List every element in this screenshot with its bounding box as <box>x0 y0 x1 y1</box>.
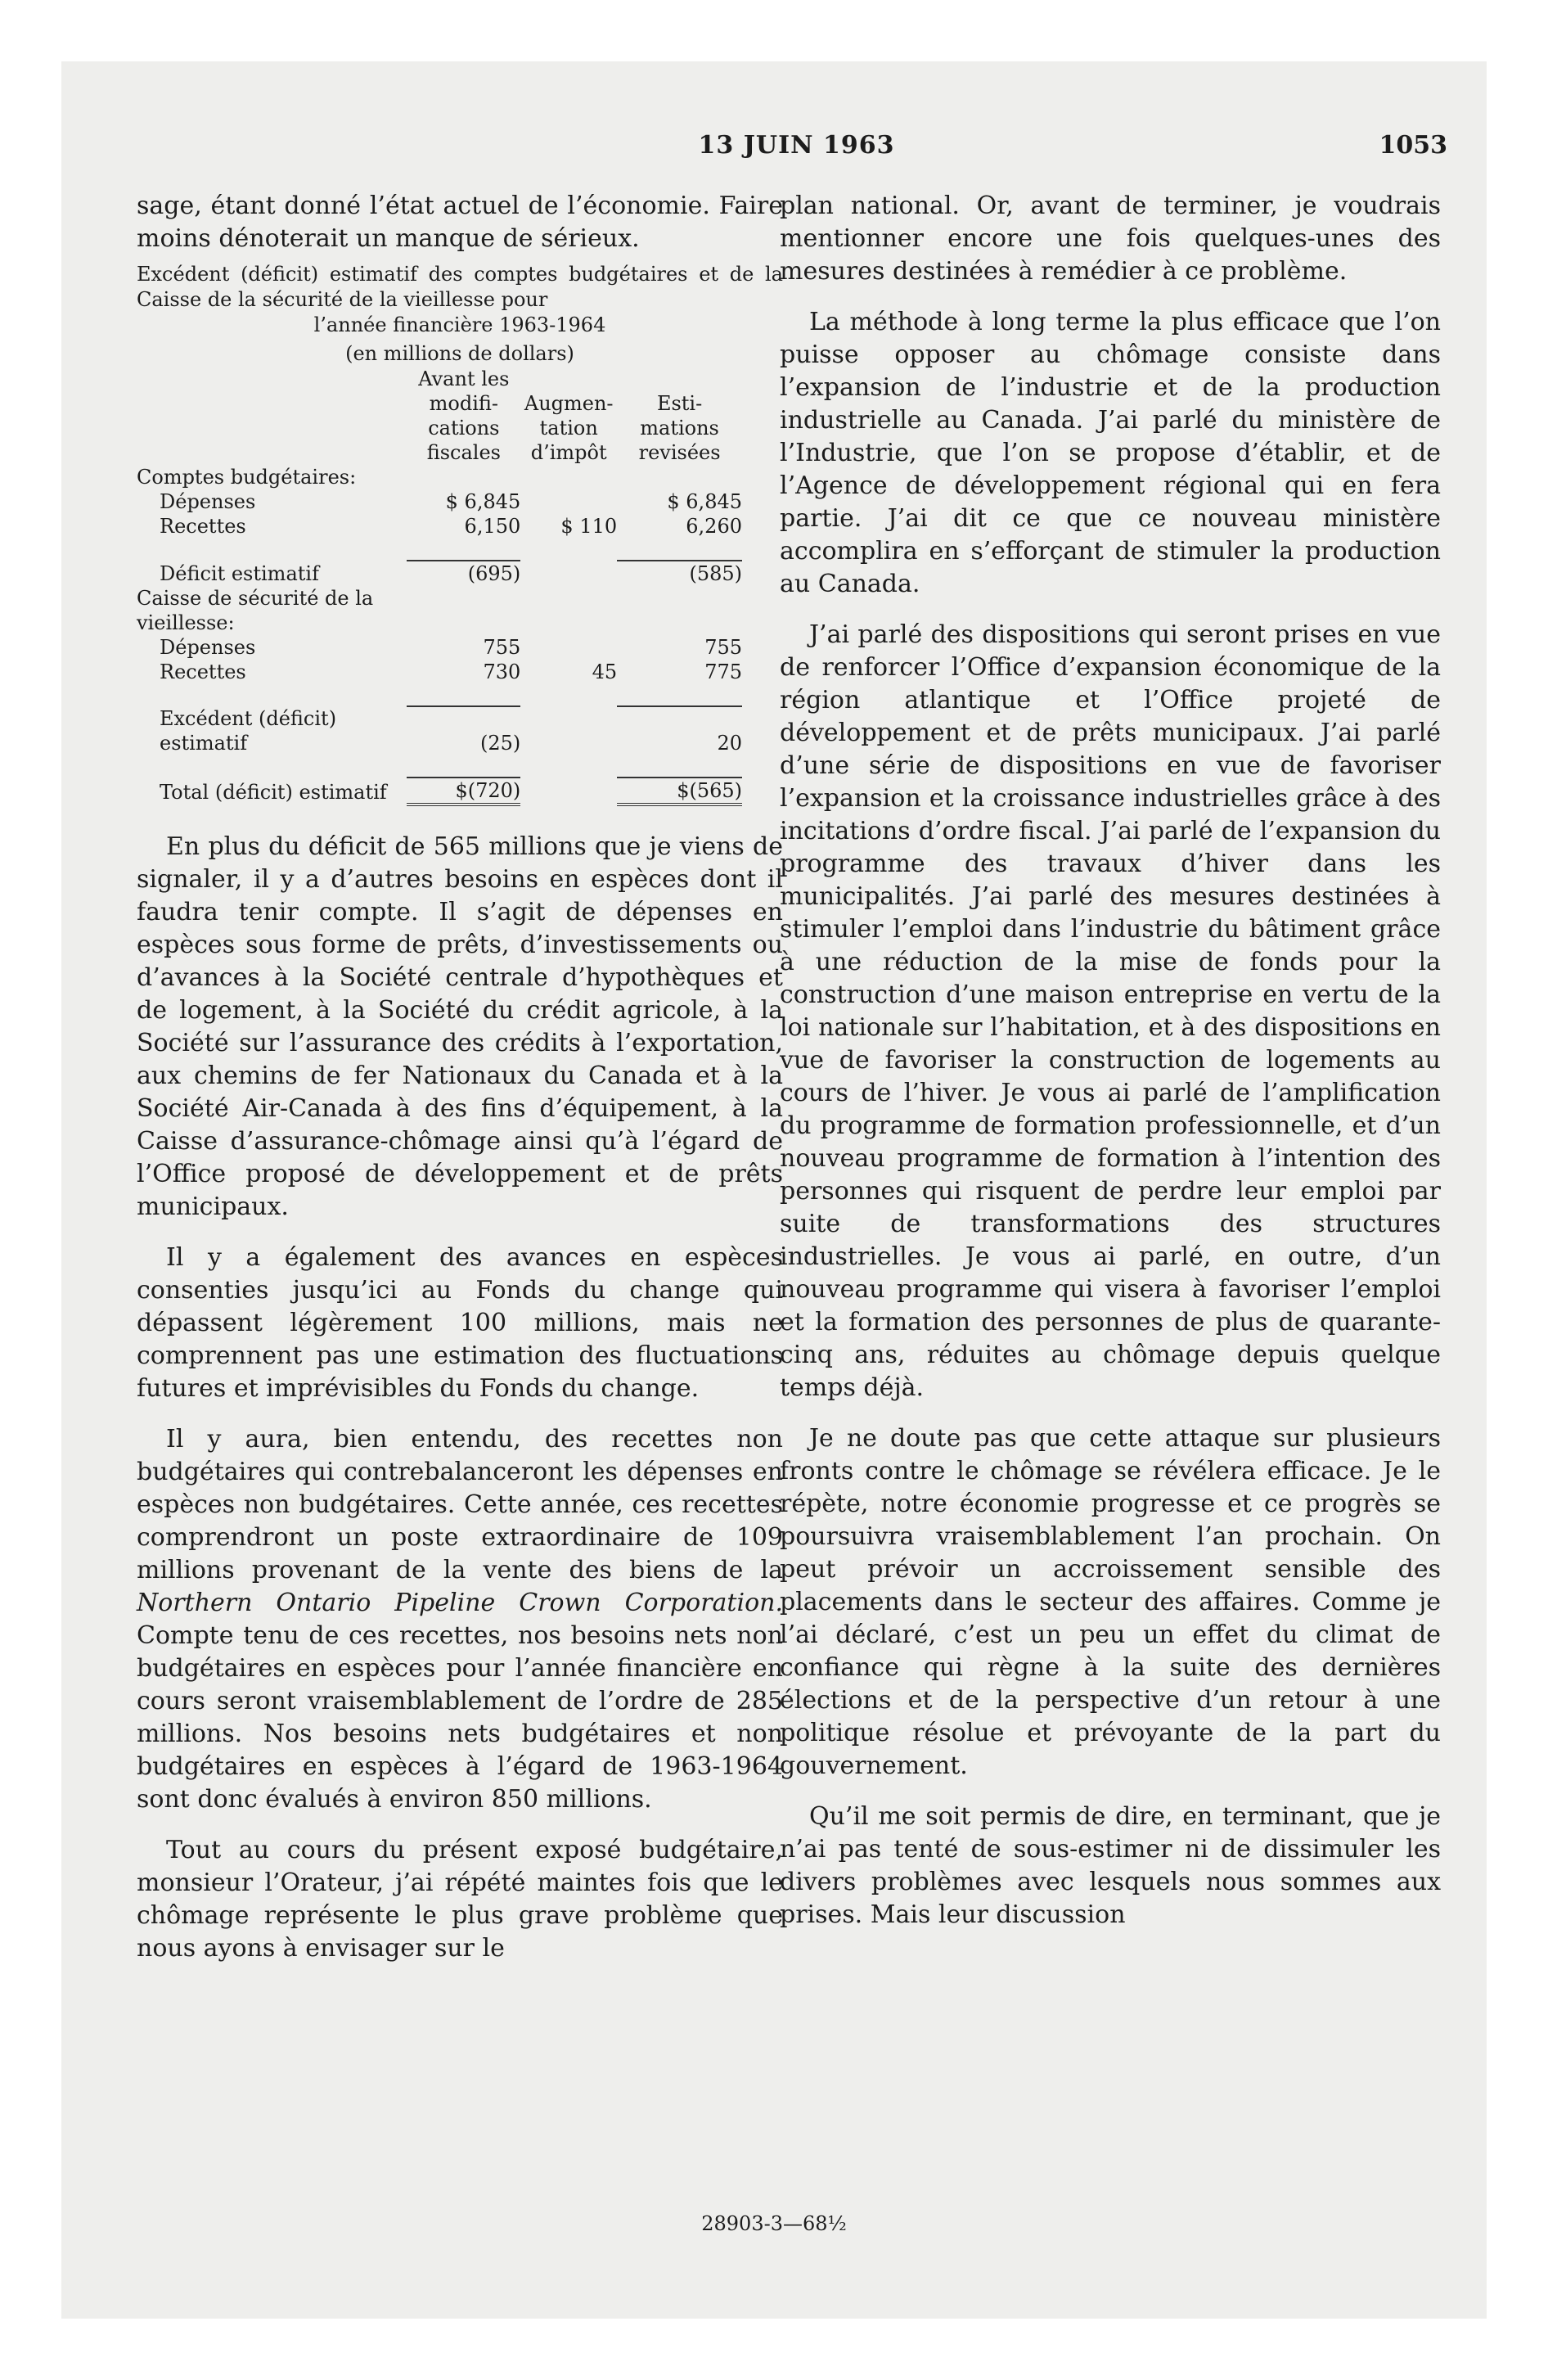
col-head-before: Avant les modifi- cations fiscales <box>418 367 510 464</box>
paragraph: Je ne doute pas que cette attaque sur plusieurs fronts contre le chômage se révélera efficace. Je le répète, notre économie progresse et ce progrès se poursuivra vraisemblablement l’an prochain. On peut prévoir un accroissement sensible des placements dans le secteur des affaires. Comme je l’ai déclaré, c’est un peu un effet du climat de confiance qui règne à la suite des dernières élections et de la perspective d’un retour à une politique résolue et prévoyante de la part du gouvernement. <box>780 1424 1441 1780</box>
table-row: Total (déficit) estimatif $(720) $(565) <box>160 779 742 804</box>
col-head-revised: Esti- mations revisées <box>638 392 721 464</box>
paragraph: Il y aura, bien entendu, des recettes non budgétaires qui contrebalanceront les dépenses en espèces non budgétaires. Cette année, ces recettes comprendront un poste extraordinaire de 109 millions provenant de la vente des biens de la Northern Ontario Pipeline Crown Corporation. Compte tenu de ces recettes, nos besoins nets non budgétaires en espèces pour l’année financière en cours seront vraisemblablement de l’ordre de 285 millions. Nos besoins nets budgétaires et non budgétaires en espèces à l’égard de 1963-1964 sont donc évalués à environ 850 millions. <box>137 1425 783 1814</box>
table-header-row <box>137 367 742 465</box>
italic-name: Northern Ontario Pipeline Crown Corporation. <box>137 1589 783 1617</box>
table-row: Caisse de sécurité de la vieillesse: <box>137 587 374 634</box>
table-title: Excédent (déficit) estimatif des comptes budgétaires et de la Caisse de la sécurité de la vieillesse pour l’année financière 1963-1964 <box>137 263 783 336</box>
page-header <box>106 131 1487 167</box>
page-number: 1053 <box>1379 131 1447 160</box>
table-row: Recettes 6,150 $ 110 6,260 <box>160 515 742 538</box>
table-units: (en millions de dollars) <box>345 342 574 365</box>
paragraph: Qu’il me soit permis de dire, en terminant, que je n’ai pas tenté de sous-estimer ni de dissimuler les divers problèmes avec lesquels nous sommes aux prises. Mais leur discussion <box>780 1802 1441 1929</box>
paragraph: La méthode à long terme la plus efficace que l’on puisse opposer au chômage consiste dans l’expansion de l’industrie et de la production industrielle au Canada. J’ai parlé du ministère de l’Industrie, que l’on se propose d’établir, et de l’Agence de développement régional qui en fera partie. J’ai dit ce que ce nouveau ministère accomplira en s’efforçant de stimuler la production au Canada. <box>780 308 1441 598</box>
table-row: Comptes budgétaires: <box>137 466 357 489</box>
table-row: Recettes 730 45 775 <box>160 660 742 683</box>
right-column <box>780 190 1441 1950</box>
paragraph: Tout au cours du présent exposé budgétaire, monsieur l’Orateur, j’ai répété maintes fois que le chômage représente le plus grave problème que nous ayons à envisager sur le <box>137 1836 783 1963</box>
paragraph: sage, étant donné l’état actuel de l’économie. Faire moins dénoterait un manque de sérieux. <box>137 192 783 253</box>
paragraph: J’ai parlé des dispositions qui seront prises en vue de renforcer l’Office d’expansion économique de la région atlantique et l’Office projeté de développement et de prêts municipaux. J’ai parlé d’une série de dispositions en vue de favoriser l’expansion et la croissance industrielles grâce à des incitations d’ordre fiscal. J’ai parlé de l’expansion du programme des travaux d’hiver dans les municipalités. J’ai parlé des mesures destinées à stimuler l’emploi dans l’industrie du bâtiment grâce à une réduction de la mise de fonds pour la construction d’une maison entreprise en vertu de la loi nationale sur l’habitation, et à des dispositions en vue de favoriser la construction de logements au cours de l’hiver. Je vous ai parlé de l’amplification du programme de formation professionnelle, et d’un nouveau programme de formation à l’intention des personnes qui risquent de perdre leur emploi par suite de transformations des structures industrielles. Je vous ai parlé, en outre, d’un nouveau programme qui visera à favoriser l’emploi et la formation des personnes de plus de quarante-cinq ans, réduites au chômage depuis quelque temps déjà. <box>780 620 1441 1402</box>
table-row: Dépenses $ 6,845 $ 6,845 <box>160 490 742 513</box>
printer-signature: 28903-3—68½ <box>701 2212 847 2235</box>
table-row: Déficit estimatif (695) (585) <box>160 562 742 585</box>
header-date: 13 JUIN 1963 <box>698 131 895 160</box>
table-row: Dépenses 755 755 <box>160 636 742 659</box>
table-row: Excédent (déficit) estimatif (25) 20 <box>160 707 742 755</box>
paragraph: En plus du déficit de 565 millions que je viens de signaler, il y a d’autres besoins en espèces dont il faudra tenir compte. Il s’agit de dépenses en espèces sous forme de prêts, d’investissements ou d’avances à la Société centrale d’hypothèques et de logement, à la Société du crédit agricole, à la Société sur l’assurance des crédits à l’exportation, aux chemins de fer Nationaux du Canada et à la Société Air-Canada à des fins d’équipement, à la Caisse d’assurance-chômage ainsi qu’à l’égard de l’Office proposé de développement et de prêts municipaux. <box>137 832 783 1221</box>
paragraph: Il y a également des avances en espèces consenties jusqu’ici au Fonds du change qui dépassent légèrement 100 millions, mais ne comprennent pas une estimation des fluctuations futures et imprévisibles du Fonds du change. <box>137 1243 783 1403</box>
left-column <box>137 190 783 1983</box>
deficit-table <box>137 367 742 806</box>
deficit-table-block <box>137 262 783 806</box>
col-head-increase: Augmen- tation d’impôt <box>524 392 614 464</box>
paragraph: plan national. Or, avant de terminer, je voudrais mentionner encore une fois quelques-unes des mesures destinées à remédier à ce problème. <box>780 192 1441 286</box>
